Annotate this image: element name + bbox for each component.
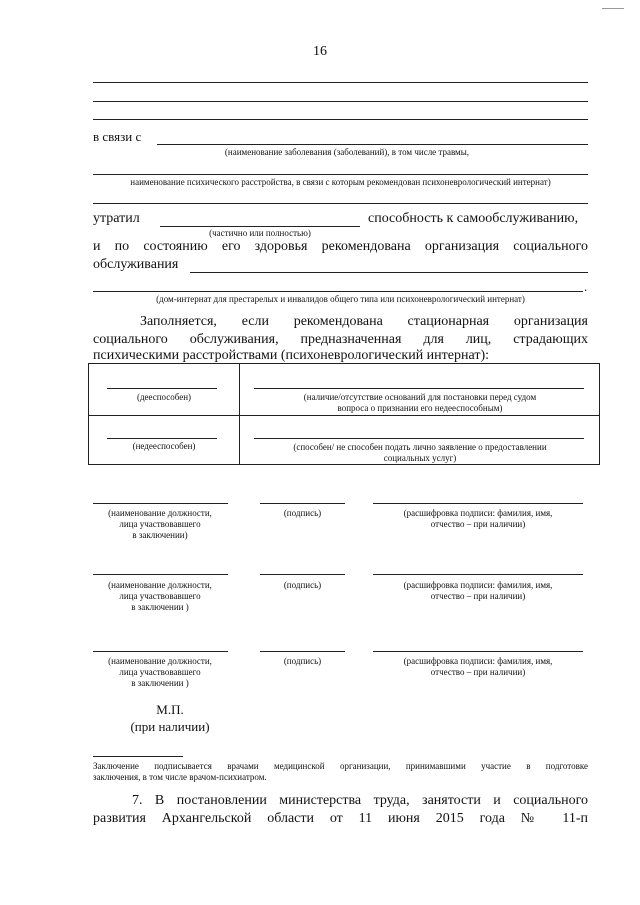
disease-fill-line (157, 144, 588, 145)
signature-caption: (подпись) (283, 656, 322, 666)
position-caption: лица участвовавшего (119, 667, 201, 677)
decode-caption: отчество – при наличии) (430, 667, 526, 677)
in-connection-label: в связи с (93, 129, 142, 144)
application-caption-b: социальных услуг) (383, 453, 457, 463)
disorder-caption: наименование психического расстройства, в связи с которым рекомендован психоневрологический интернат) (130, 177, 551, 187)
filled-line-2: социального обслуживания, предназначенная для лиц, страдающих (93, 332, 588, 347)
decode-caption: отчество – при наличии) (430, 519, 526, 529)
position-caption: в заключении ) (131, 678, 189, 688)
table-cell (240, 364, 600, 416)
recommend-line-1: и по состоянию его здоровья рекомендована организация социального (93, 239, 588, 254)
table-cell (89, 416, 240, 465)
table-cell (89, 364, 240, 416)
incapable-caption: (недееспособен) (132, 441, 196, 451)
recommend-line-2: обслуживания (93, 257, 179, 272)
blank-line (93, 82, 588, 83)
blank-line (93, 101, 588, 102)
paragraph-7-line-2: развития Архангельской области от 11 июня 2015 года № 11-п (93, 811, 588, 826)
position-caption: лица участвовавшего (119, 519, 201, 529)
blank-line (93, 119, 588, 120)
capable-caption: (дееспособен) (136, 392, 192, 402)
position-caption: (наименование должности, (108, 580, 212, 590)
institution-fill-line (93, 291, 583, 292)
grounds-caption-a: (наличие/отсутствие оснований для постановки перед судом (303, 392, 537, 402)
application-caption-a: (способен/ не способен подать лично заявление о предоставлении (293, 442, 547, 452)
lost-label: утратил (93, 211, 140, 226)
decode-caption: (расшифровка подписи: фамилия, имя, (403, 656, 553, 666)
blank-line (93, 203, 588, 204)
footnote-separator (93, 756, 183, 757)
position-caption: в заключении) (132, 530, 188, 540)
signature-caption: (подпись) (283, 580, 322, 590)
footnote-line-2: заключения, в том числе врачом-психиатром. (93, 772, 267, 782)
position-caption: лица участвовавшего (119, 591, 201, 601)
decode-caption: отчество – при наличии) (430, 591, 526, 601)
recommend-fill-line (190, 272, 588, 273)
position-caption: (наименование должности, (108, 508, 212, 518)
lost-fill-line (160, 226, 360, 227)
selfcare-label: способность к самообслуживанию, (368, 211, 579, 226)
corner-mark (602, 8, 624, 9)
stamp-note: (при наличии) (130, 719, 210, 734)
filled-line-3: психическими расстройствами (психоневрологический интернат): (93, 348, 490, 363)
disease-caption: (наименование заболевания (заболеваний), в том числе травмы, (224, 147, 470, 157)
disorder-fill-line (93, 174, 588, 175)
page-number: 16 (313, 44, 327, 59)
position-caption: в заключении ) (131, 602, 189, 612)
lost-caption: (частично или полностью) (209, 228, 311, 238)
footnote-line-1: Заключение подписывается врачами медицинской организации, принимавшими участие в подготовке (93, 761, 588, 771)
grounds-caption-b: вопроса о признании его недееспособным) (337, 403, 503, 413)
stamp-label: М.П. (156, 702, 184, 717)
signature-caption: (подпись) (283, 508, 322, 518)
filled-line-1: Заполняется, если рекомендована стационарная организация (140, 314, 588, 329)
decode-caption: (расшифровка подписи: фамилия, имя, (403, 580, 553, 590)
position-caption: (наименование должности, (108, 656, 212, 666)
decode-caption: (расшифровка подписи: фамилия, имя, (403, 508, 553, 518)
table-cell (240, 416, 600, 465)
recommend-end: . (584, 279, 588, 294)
capacity-table (88, 363, 600, 465)
institution-caption: (дом-интернат для престарелых и инвалидов общего типа или психоневрологический интернат) (156, 294, 525, 304)
paragraph-7-line-1: 7. В постановлении министерства труда, занятости и социального (132, 793, 588, 808)
